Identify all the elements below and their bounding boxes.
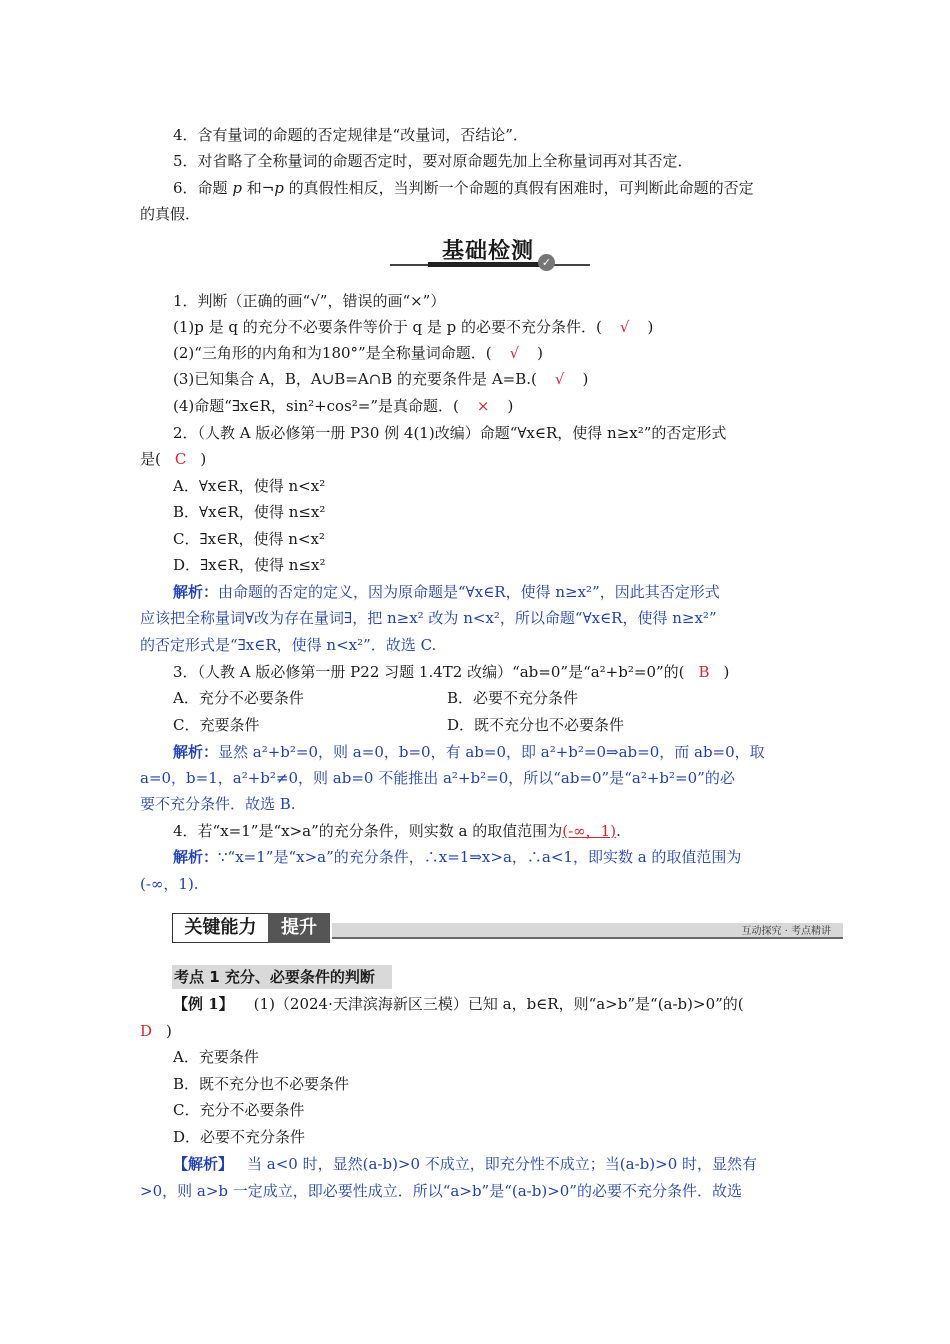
- check-icon: ✓: [538, 254, 555, 271]
- q3-option-a: A．充分不必要条件: [173, 689, 304, 707]
- q3-option-b: B．必要不充分条件: [447, 689, 579, 707]
- ex1-option-d: D．必要不充分条件: [173, 1128, 306, 1146]
- q2-stem-cont: 是( C ): [140, 450, 207, 468]
- ex1-option-a: A．充要条件: [173, 1048, 259, 1066]
- example-1-stem: 【例 1】 (1)（2024·天津滨海新区三模）已知 a，b∈R，则“a>b”是“(a-b)>0”的(: [173, 995, 744, 1013]
- banner-mid-label: 提升: [268, 913, 330, 943]
- q3-option-c: C．充要条件: [173, 716, 260, 734]
- banner-right-label: 互动探究 · 考点精讲: [741, 926, 831, 937]
- intro-line-6-cont: 的真假．: [140, 205, 201, 223]
- section-banner-basic-test: [390, 232, 590, 272]
- q4-explanation: 解析：∵“x=1”是“x>a”的充分条件，∴x=1⇒x>a，∴a<1，即实数 a 的取值范围为: [173, 848, 742, 866]
- q1-title: 1．判断（正确的画“√”，错误的画“×”）: [173, 292, 446, 310]
- ex1-explanation-2: >0，则 a>b 一定成立，即必要性成立．所以“a>b”是“(a-b)>0”的必要不充分条件．故选: [140, 1182, 742, 1200]
- q3-stem: 3．（人教 A 版必修第一册 P22 习题 1.4T2 改编）“ab=0”是“a²+b²=0”的( B ): [173, 663, 730, 681]
- section-title: 基础检测: [442, 239, 535, 264]
- intro-line-4: 4．含有量词的命题的否定规律是“改量词，否结论”．: [173, 126, 528, 144]
- q3-explanation: 解析：显然 a²+b²=0，则 a=0，b=0，有 ab=0，即 a²+b²=0⇒ab=0，而 ab=0，取: [173, 743, 765, 761]
- q3-option-d: D．既不充分也不必要条件: [447, 716, 625, 734]
- q1-item-4: (4)命题“∃x∈R，sin²+cos²=”是真命题．( × ): [173, 397, 514, 415]
- kaodian-heading: 考点 1 充分、必要条件的判断: [172, 965, 392, 989]
- q2-option-d: D．∃x∈R，使得 n≤x²: [173, 556, 326, 574]
- q2-option-b: B．∀x∈R，使得 n≤x²: [173, 503, 326, 521]
- ex1-option-b: B．既不充分也不必要条件: [173, 1075, 350, 1093]
- q1-item-1: (1)p 是 q 的充分不必要条件等价于 q 是 p 的必要不充分条件．( √ ): [173, 318, 654, 336]
- q2-option-c: C．∃x∈R，使得 n<x²: [173, 530, 325, 548]
- section-banner-key-ability: [172, 913, 843, 943]
- q1-item-2: (2)“三角形的内角和为180°”是全称量词命题．( √ ): [173, 344, 543, 362]
- example-1-answer: D ): [140, 1022, 172, 1040]
- intro-line-6: 6．命题 p 和¬p 的真假性相反，当判断一个命题的真假有困难时，可判断此命题的否定: [173, 179, 754, 197]
- q3-explanation-2: a=0，b=1，a²+b²≠0，则 ab=0 不能推出 a²+b²=0，所以“ab=0”是“a²+b²=0”的必: [140, 769, 735, 787]
- banner-left-label: 关键能力: [172, 913, 269, 943]
- q1-item-3: (3)已知集合 A，B，A∪B=A∩B 的充要条件是 A=B.( √ ): [173, 370, 589, 388]
- intro-line-5: 5．对省略了全称量词的命题否定时，要对原命题先加上全称量词再对其否定．: [173, 152, 693, 170]
- ex1-explanation: 【解析】 当 a<0 时，显然(a-b)>0 不成立，即充分性不成立；当(a-b)>0 时，显然有: [173, 1155, 758, 1173]
- q2-explanation-3: 的否定形式是“∃x∈R，使得 n<x²”．故选 C.: [140, 636, 437, 654]
- q2-explanation-2: 应该把全称量词∀改为存在量词∃，把 n≥x² 改为 n<x²，所以命题“∀x∈R，使得 n≥x²”: [140, 609, 717, 627]
- q2-stem: 2．（人教 A 版必修第一册 P30 例 4(1)改编）命题“∀x∈R，使得 n≥x²”的否定形式: [173, 424, 727, 442]
- q4-explanation-2: (-∞，1).: [140, 875, 199, 893]
- q3-explanation-3: 要不充分条件．故选 B.: [140, 795, 296, 813]
- q4-stem: 4．若“x=1”是“x>a”的充分条件，则实数 a 的取值范围为(-∞，1).: [173, 822, 621, 840]
- q2-explanation: 解析：由命题的否定的定义，因为原命题是“∀x∈R，使得 n≥x²”，因此其否定形式: [173, 583, 720, 601]
- ex1-option-c: C．充分不必要条件: [173, 1101, 305, 1119]
- q2-option-a: A．∀x∈R，使得 n<x²: [173, 477, 326, 495]
